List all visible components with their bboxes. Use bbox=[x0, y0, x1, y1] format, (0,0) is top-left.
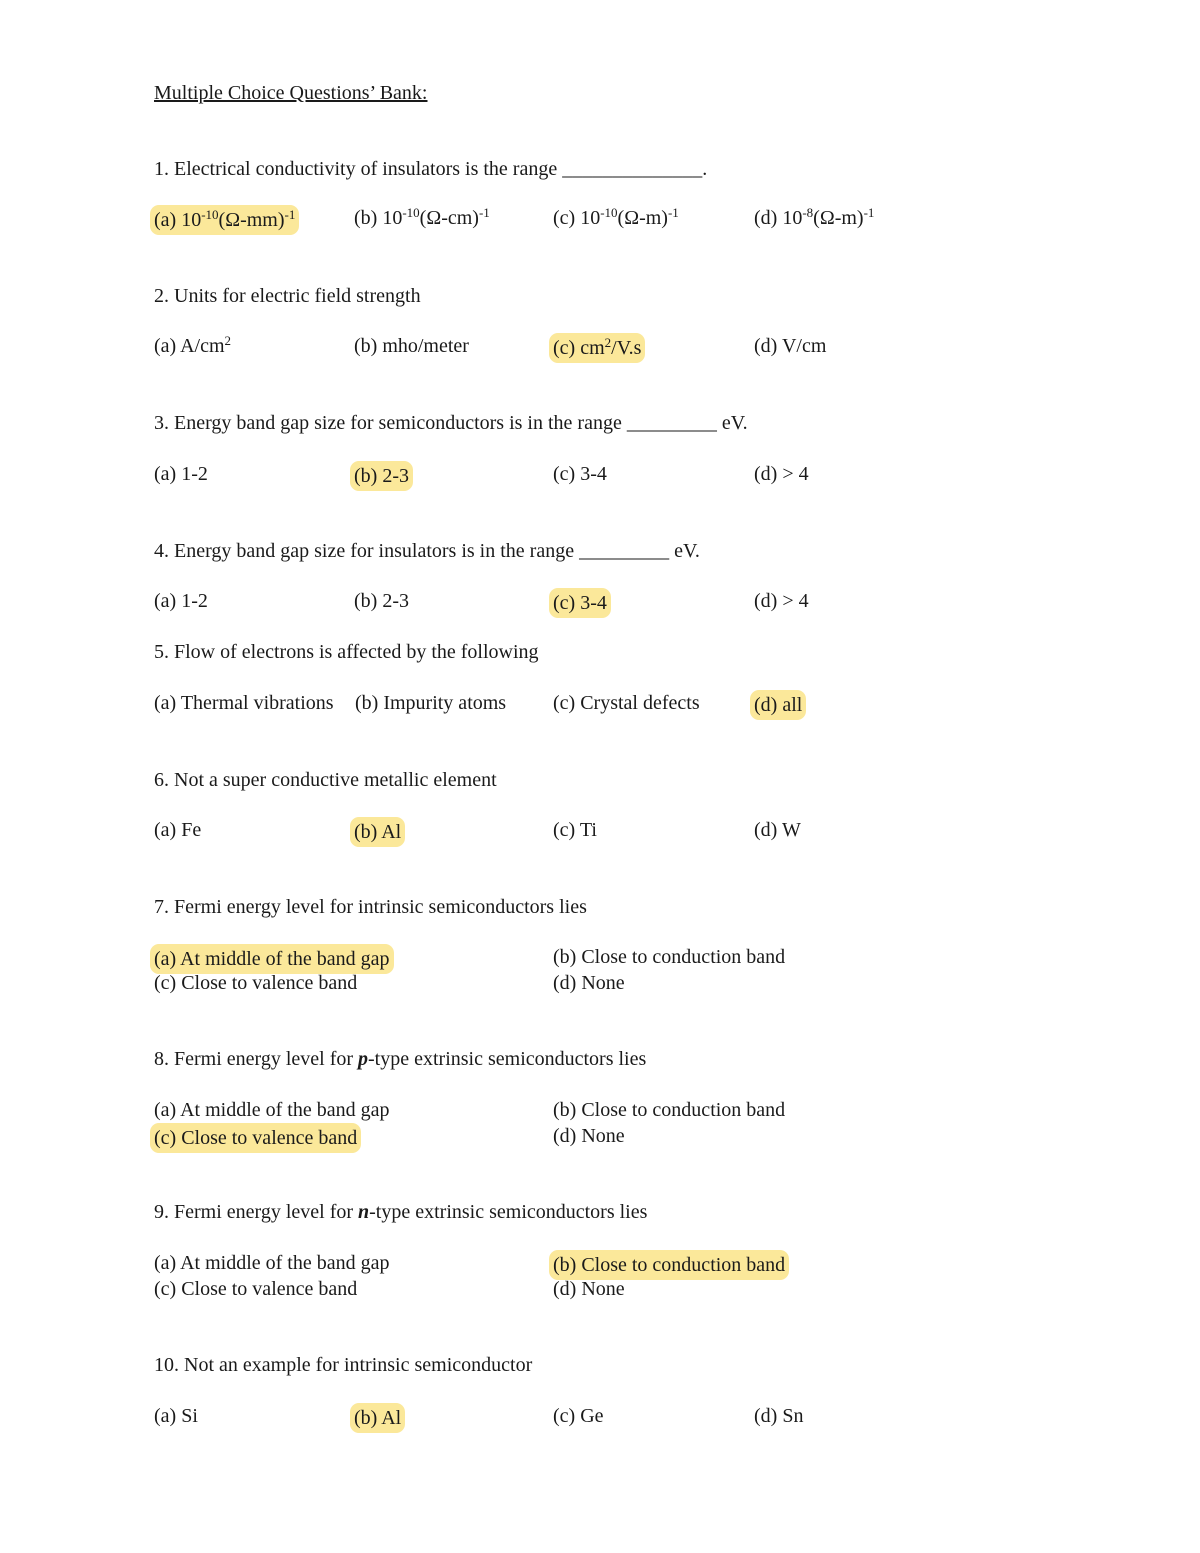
page-title: Multiple Choice Questions’ Bank: bbox=[154, 82, 428, 104]
q7-option-c[interactable]: (c) Close to valence band bbox=[154, 972, 358, 994]
q10-option-b[interactable]: (b) Al bbox=[350, 1403, 405, 1433]
q6-option-c[interactable]: (c) Ti bbox=[553, 819, 597, 841]
q5-option-c[interactable]: (c) Crystal defects bbox=[553, 692, 700, 714]
q9-option-d[interactable]: (d) None bbox=[553, 1278, 625, 1300]
q5-option-d[interactable]: (d) all bbox=[750, 690, 806, 720]
q7-option-b[interactable]: (b) Close to conduction band bbox=[553, 946, 786, 968]
q4-option-a[interactable]: (a) 1-2 bbox=[154, 590, 208, 612]
q9-option-b[interactable]: (b) Close to conduction band bbox=[549, 1250, 789, 1280]
q10-option-c[interactable]: (c) Ge bbox=[553, 1405, 604, 1427]
q9-option-a[interactable]: (a) At middle of the band gap bbox=[154, 1252, 390, 1274]
q8-option-a[interactable]: (a) At middle of the band gap bbox=[154, 1099, 390, 1121]
question-7: 7. Fermi energy level for intrinsic semiconductors lies bbox=[154, 896, 587, 918]
q3-option-c[interactable]: (c) 3-4 bbox=[553, 463, 607, 485]
q5-option-b[interactable]: (b) Impurity atoms bbox=[355, 692, 507, 714]
q4-option-b[interactable]: (b) 2-3 bbox=[354, 590, 409, 612]
q1-option-b[interactable]: (b) $10^{-10}(\Omega-cm)^{-1}$ bbox=[354, 205, 490, 229]
q1-option-d[interactable]: (d) $10^{-8}(\Omega-m)^{-1}$ bbox=[754, 205, 875, 229]
question-6: 6. Not a super conductive metallic element bbox=[154, 769, 497, 791]
q4-option-c[interactable]: (c) 3-4 bbox=[549, 588, 611, 618]
question-5: 5. Flow of electrons is affected by the following bbox=[154, 641, 539, 663]
question-10: 10. Not an example for intrinsic semiconductor bbox=[154, 1354, 533, 1376]
question-1: 1. Electrical conductivity of insulators is the range ______________. bbox=[154, 158, 708, 180]
q2-option-b[interactable]: (b) mho/meter bbox=[354, 335, 469, 357]
q6-option-b[interactable]: (b) Al bbox=[350, 817, 405, 847]
q4-option-d[interactable]: (d) > 4 bbox=[754, 590, 809, 612]
q2-option-a[interactable]: (a) $A/cm^2$ bbox=[154, 333, 232, 357]
q10-option-d[interactable]: (d) Sn bbox=[754, 1405, 804, 1427]
q6-option-a[interactable]: (a) Fe bbox=[154, 819, 202, 841]
q10-option-a[interactable]: (a) Si bbox=[154, 1405, 198, 1427]
q3-option-d[interactable]: (d) > 4 bbox=[754, 463, 809, 485]
q2-option-d[interactable]: (d) V/cm bbox=[754, 335, 827, 357]
q1-option-c[interactable]: (c) $10^{-10}(\Omega-m)^{-1}$ bbox=[553, 205, 679, 229]
q7-option-d[interactable]: (d) None bbox=[553, 972, 625, 994]
q8-option-c[interactable]: (c) Close to valence band bbox=[150, 1123, 361, 1153]
question-3: 3. Energy band gap size for semiconductors is in the range _________ eV. bbox=[154, 412, 748, 434]
question-9: 9. Fermi energy level for n-type extrinsic semiconductors lies bbox=[154, 1201, 648, 1223]
q7-option-a[interactable]: (a) At middle of the band gap bbox=[150, 944, 394, 974]
q3-option-b[interactable]: (b) 2-3 bbox=[350, 461, 413, 491]
q3-option-a[interactable]: (a) 1-2 bbox=[154, 463, 208, 485]
question-4: 4. Energy band gap size for insulators is in the range _________ eV. bbox=[154, 540, 700, 562]
question-8: 8. Fermi energy level for p-type extrinsic semiconductors lies bbox=[154, 1048, 647, 1070]
question-2: 2. Units for electric field strength bbox=[154, 285, 421, 307]
q9-option-c[interactable]: (c) Close to valence band bbox=[154, 1278, 358, 1300]
q8-option-b[interactable]: (b) Close to conduction band bbox=[553, 1099, 786, 1121]
q6-option-d[interactable]: (d) W bbox=[754, 819, 801, 841]
q2-option-c[interactable]: (c) $cm^2/V.s$ bbox=[549, 333, 645, 363]
q8-option-d[interactable]: (d) None bbox=[553, 1125, 625, 1147]
q1-option-a[interactable]: (a) $10^{-10}(\Omega-mm)^{-1}$ bbox=[150, 205, 299, 235]
q5-option-a[interactable]: (a) Thermal vibrations bbox=[154, 692, 334, 714]
